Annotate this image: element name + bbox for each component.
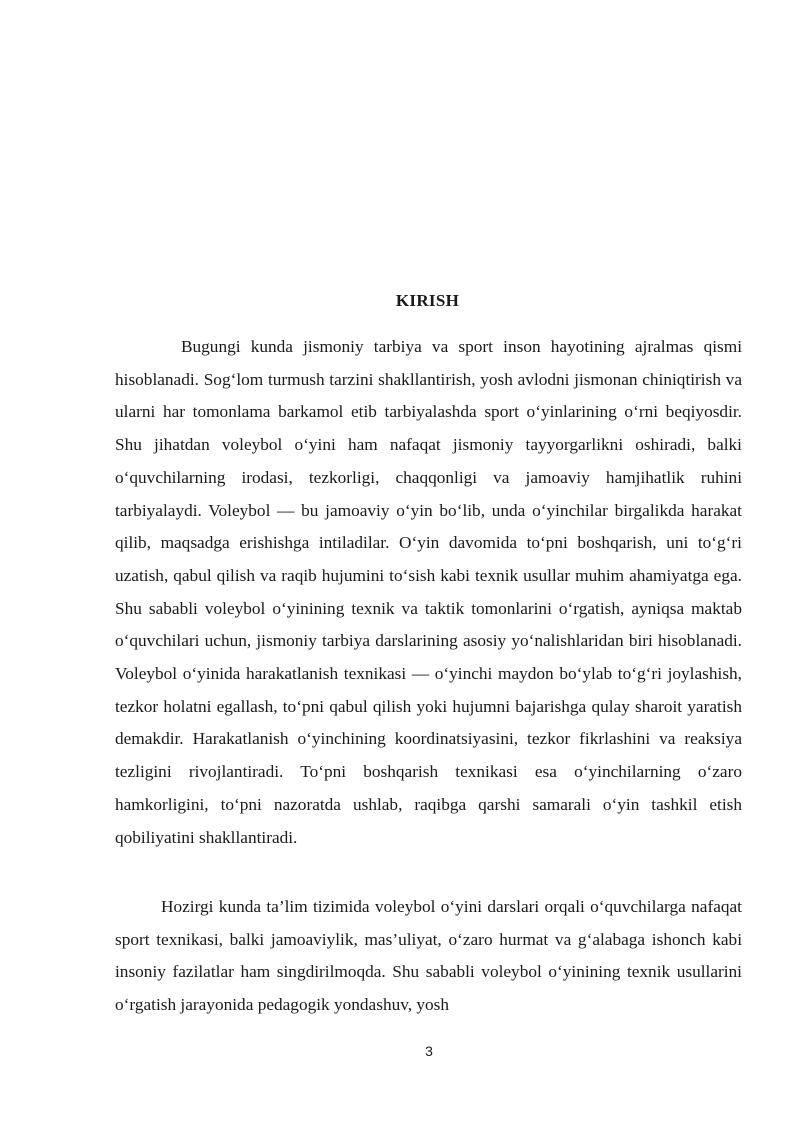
paragraph-1: Bugungi kunda jismoniy tarbiya va sport inson hayotining ajralmas qismi hisoblanadi. Sog‘lom turmush tarzini shakllantirish, yosh avlodni jismonan chiniqtirish va ularni har tomonlama barkamol etib tarbiyalashda sport o‘yinlarining o‘rni beqiyosdir. Shu jihatdan voleybol o‘yini ham nafaqat jismoniy tayyorgarlikni oshiradi, balki o‘quvchilarning irodasi, tezkorligi, chaqqonligi va jamoaviy hamjihatlik ruhini tarbiyalaydi. Voleybol — bu jamoaviy o‘yin bo‘lib, unda o‘yinchilar birgalikda harakat qilib, maqsadga erishishga intiladilar. O‘yin davomida to‘pni boshqarish, uni to‘g‘ri uzatish, qabul qilish va raqib hujumini to‘sish kabi texnik usullar muhim ahamiyatga ega. Shu sababli voleybol o‘yinining texnik va taktik tomonlarini o‘rgatish, ayniqsa maktab o‘quvchilari uchun, jismoniy tarbiya darslarining asosiy yo‘nalishlaridan biri hisoblanadi. Voleybol o‘yinida harakatlanish texnikasi — o‘yinchi maydon bo‘ylab to‘g‘ri joylashish, tezkor holatni egallash, to‘pni qabul qilish yoki hujumni bajarishga qulay sharoit yaratish demakdir. Harakatlanish o‘yinchining koordinatsiyasini, tezkor fikrlashini va reaksiya tezligini rivojlantiradi. To‘pni boshqarish texnikasi esa o‘yinchilarning o‘zaro hamkorligini, to‘pni nazoratda ushlab, raqibga qarshi samarali o‘yin tashkil etish qobiliyatini shakllantiradi. xyxy=(115,337,742,847)
section-heading: KIRISH xyxy=(395,291,460,310)
page-number: 3 xyxy=(425,1043,433,1059)
paragraph-2: Hozirgi kunda ta’lim tizimida voleybol o‘yini darslari orqali o‘quvchilarga nafaqat sport texnikasi, balki jamoaviylik, mas’uliyat, o‘zaro hurmat va g‘alabaga ishonch kabi insoniy fazilatlar ham singdirilmoqda. Shu sababli voleybol o‘yinining texnik usullarini o‘rgatish jarayonida pedagogik yondashuv, yosh xyxy=(115,897,742,1015)
